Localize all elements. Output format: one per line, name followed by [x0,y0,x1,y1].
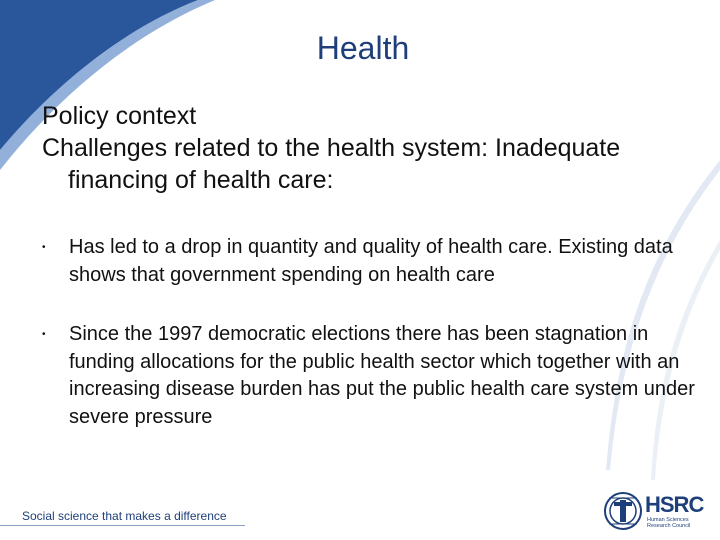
hsrc-logo [603,488,713,534]
heading-line-1: Policy context [42,102,197,130]
bullet-list [42,234,706,463]
footer-tagline: Social science that makes a difference [22,509,227,523]
logo-wordmark: HSRC [645,492,704,517]
bullet-text: Since the 1997 democratic elections there has been stagnation in funding allocations for the public health sector which together with an increasing disease burden has put the public health care system under severe pressure [69,323,695,428]
footer-divider [0,525,245,526]
bullet-text: Has led to a drop in quantity and quality of health care. Existing data shows that government spending on health care [69,236,673,286]
hsrc-emblem-icon [603,488,643,534]
bullet-item [42,321,706,431]
page-title: Health [316,30,410,66]
policy-context-heading [42,100,702,196]
logo-subtext: Human Sciences Research Council [647,517,691,529]
bullet-dot-icon: • [42,329,46,340]
bullet-item [42,234,706,289]
heading-line-3: financing of health care: [68,166,334,194]
heading-line-2: Challenges related to the health system: Inadequate [42,134,621,162]
bullet-dot-icon: • [42,242,46,253]
